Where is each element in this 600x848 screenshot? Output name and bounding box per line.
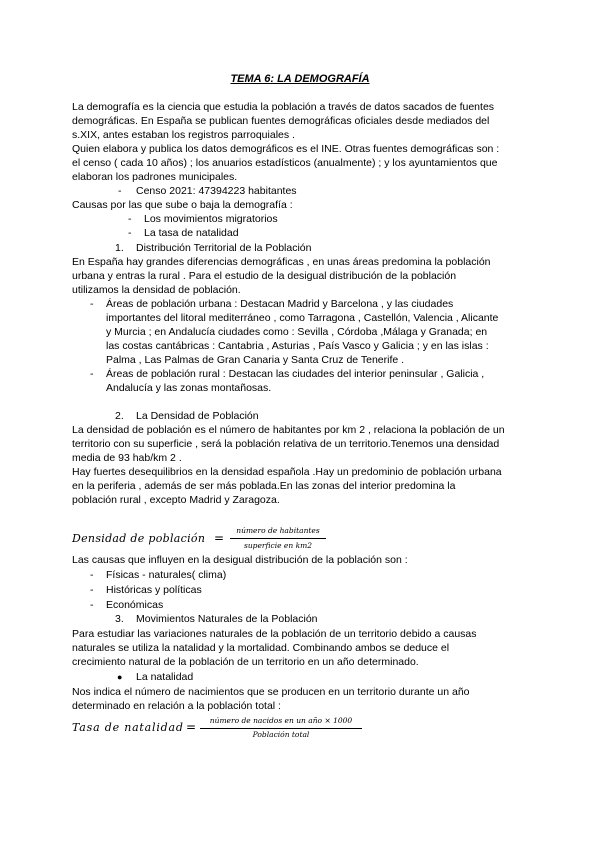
dash-bullet: - [90, 584, 94, 596]
cause-item: Históricas y políticas [106, 584, 202, 596]
causes-intro: Las causas que influyen en la desigual distribución de la población son : [72, 554, 408, 566]
dash-bullet: - [128, 227, 132, 239]
intro-line: elaboran los padrones municipales. [72, 171, 238, 183]
section1-line: utilizamos la densidad de población. [72, 284, 241, 296]
bullet-line: Palma , Las Palmas de Gran Canaria y Santa Cruz de Tenerife . [106, 354, 405, 366]
bullet-line: importantes del litoral mediterráneo , como Tarragona , Castellón, Valencia , Alicante [106, 312, 499, 324]
causa-item: La tasa de natalidad [144, 227, 239, 239]
bullet-line: y Murcia ; en Andalucía ciudades como : Sevilla , Córdoba ,Málaga y Granada; en [106, 326, 488, 338]
section-number: 2. [115, 410, 124, 422]
formula-equals: = [186, 720, 197, 734]
section2-line: Hay fuertes desequilibrios en la densidad española .Hay un predominio de población urbana [72, 466, 502, 478]
cause-item: Económicas [106, 599, 164, 611]
bullet-line: Andalucía y las zonas montañosas. [106, 382, 272, 394]
natalidad-line: determinado en relación a la población total : [72, 700, 281, 712]
dash-bullet: - [90, 298, 94, 310]
natalidad-line: Nos indica el número de nacimientos que se producen en un territorio durante un año [72, 686, 470, 698]
section3-line: crecimiento natural de la población de un territorio en un año determinado. [72, 656, 419, 668]
natalidad-bullet: La natalidad [136, 671, 194, 683]
dash-bullet: - [118, 185, 122, 197]
section-number: 3. [115, 613, 124, 625]
intro-line: el censo ( cada 10 años) ; los anuarios estadísticos (anualmente) ; y los ayuntamientos que [72, 157, 498, 169]
intro-line: Quien elabora y publica los datos demográficos es el INE. Otras fuentes demográficas son : [72, 143, 500, 155]
bullet-line: las costas cantábricas : Cantabria , Asturias , País Vasco y Galicia ; y en las islas : [106, 340, 489, 352]
dash-bullet: - [90, 569, 94, 581]
section-heading: Movimientos Naturales de la Población [136, 613, 318, 625]
density-formula-label: Densidad de población [72, 532, 206, 545]
intro-line: demográficas. En España se publican fuentes demográficas oficiales desde mediados del [72, 115, 490, 127]
section-heading: La Densidad de Población [136, 410, 259, 422]
section2-line: en la periferia , además de ser más poblada.En las zonas del interior predomina la [72, 480, 456, 492]
formula-equals: = [214, 531, 225, 545]
section2-line: territorio con su superficie , será la población relativa de un territorio.Tenemos una densidad [72, 438, 500, 450]
natality-formula-label: Tasa de natalidad [72, 721, 184, 734]
document-title: TEMA 6: LA DEMOGRAFÍA [230, 73, 370, 85]
natality-fraction-line [200, 728, 362, 729]
dash-bullet: - [128, 213, 132, 225]
section-heading: Distribución Territorial de la Población [136, 242, 312, 254]
section-number: 1. [115, 242, 124, 254]
section2-line: población rural , excepto Madrid y Zaragoza. [72, 494, 280, 506]
section1-line: En España hay grandes diferencias demográficas , en unas áreas predomina la población [72, 256, 491, 268]
section2-line: media de 93 hab/km 2 . [72, 452, 182, 464]
section3-line: naturales se utiliza la natalidad y la mortalidad. Combinando ambos se deduce el [72, 642, 450, 654]
causas-intro: Causas por las que sube o baja la demografía : [72, 199, 293, 211]
bullet-line: Áreas de población urbana : Destacan Madrid y Barcelona , y las ciudades [106, 298, 454, 310]
intro-line: s.XIX, antes estaban los registros parroquiales . [72, 129, 295, 141]
natality-formula-denominator: Población total [252, 730, 310, 739]
causa-item: Los movimientos migratorios [144, 213, 278, 225]
censo-text: Censo 2021: 47394223 habitantes [136, 185, 297, 197]
natality-formula-numerator: número de nacidos en un año × 1000 [209, 716, 353, 725]
dot-bullet: ● [117, 672, 123, 682]
section3-line: Para estudiar las variaciones naturales de la población de un territorio debido a causas [72, 628, 477, 640]
density-formula-numerator: número de habitantes [236, 526, 320, 535]
section2-line: La densidad de población es el número de habitantes por km 2 , relaciona la población de un [72, 424, 505, 436]
dash-bullet: - [90, 368, 94, 380]
cause-item: Físicas - naturales( clima) [106, 569, 227, 581]
density-formula-denominator: superficie en km2 [243, 541, 312, 550]
bullet-line: Áreas de población rural : Destacan las ciudades del interior peninsular , Galicia , [106, 368, 485, 380]
section1-line: urbana y entras la rural . Para el estudio de la desigual distribución de la población [72, 270, 457, 282]
dash-bullet: - [90, 599, 94, 611]
intro-line: La demografía es la ciencia que estudia la población a través de datos sacados de fuentes [72, 101, 495, 113]
density-fraction-line [230, 538, 326, 539]
